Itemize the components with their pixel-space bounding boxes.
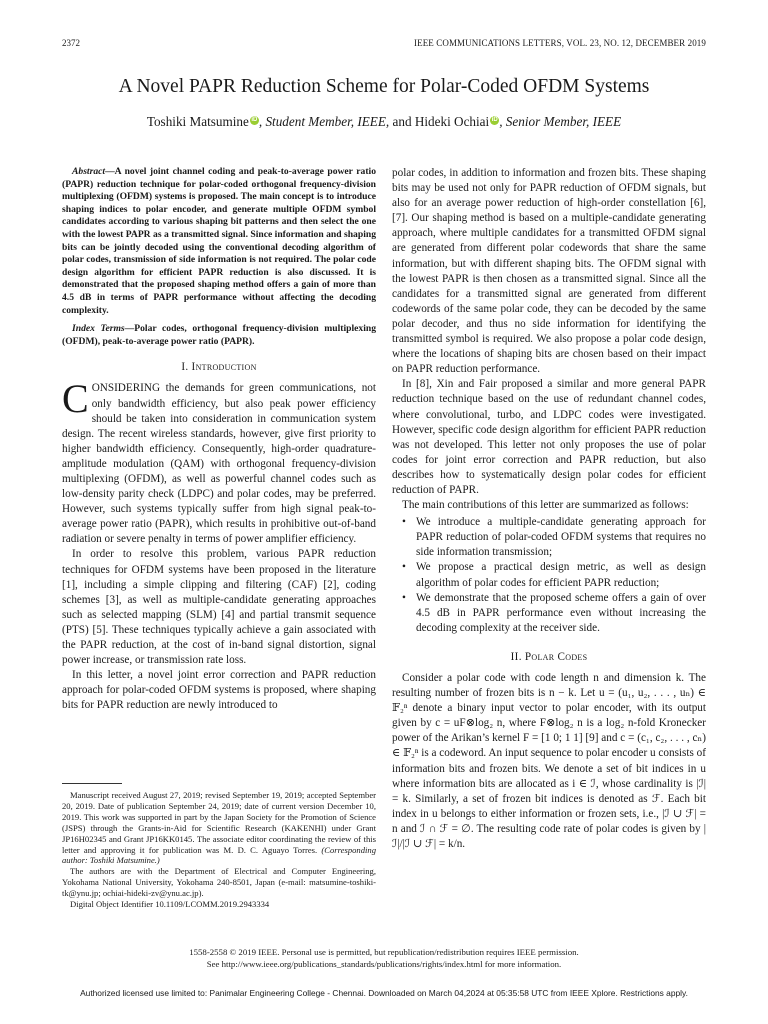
author-line: [0, 114, 768, 130]
polar-codes-paragraph: Consider a polar code with code length n and dimension k. The resulting number of frozen bits is n − k. Let u = (u₁, u₂, . . . , uₙ) ∈ 𝔽₂ⁿ denote a binary input vector to polar encoder, with its output given by c = uF⊗log₂ n, where F⊗log₂ n is a log₂ n-fold Kronecker power of the Arikan’s kernel F = [1 0; 1 1] [9] and c = (c₁, c₂, . . . , cₙ) ∈ 𝔽₂ⁿ is a codeword. An input sequence to polar encoder u consists of information bits and frozen bits. We denote a set of bit indices in u where information bits are allocated as i ∈ ℐ, whose cardinality is |ℐ| = k. Similarly, a set of frozen bit indices is denoted as ℱ. Each bit index in u belongs to either information or frozen sets, i.e., |ℐ ∪ ℱ| = n and ℐ ∩ ℱ = ∅. The resulting code rate of polar codes is given by |ℐ|/|ℐ ∪ ℱ| = k/n.: [392, 672, 706, 851]
author-conjunction: and: [389, 114, 415, 129]
paper-title: A Novel PAPR Reduction Scheme for Polar-Coded OFDM Systems: [118, 76, 650, 97]
copyright-line-1: 1558-2558 © 2019 IEEE. Personal use is permitted, but republication/redistribution requires IEEE permission.: [189, 947, 579, 957]
section-heading-introduction: I. Introduction: [181, 361, 257, 374]
footnote: [62, 790, 376, 910]
left-column: [62, 166, 376, 713]
right-paragraph-3: The main contributions of this letter are summarized as follows:: [402, 499, 689, 512]
intro-paragraph-1-text: the demands for green communications, not only bandwidth efficiency, but also peak power efficiency should be taken into consideration in communication system design. The recent wireless standards, however, give first priority to higher bandwidth efficiency. Consequently, high-order quadrature-amplitude modulation (QAM) with orthogonal frequency-division multiplexing (OFDM), as well as powerful channel codes such as low-density parity check (LDPC) and polar codes, may be preferred. However, such systems typically suffer from high signal peak-to-average power ratio (PAPR), which results in prohibitive out-of-band radiation or severe penalty in terms of power amplifier efficiency.: [62, 382, 376, 546]
author-2-role: , Senior Member, IEEE: [499, 114, 622, 129]
list-item: • We propose a practical design metric, as well as design algorithm of polar codes for efficient PAPR reduction;: [392, 560, 706, 590]
footnote-manuscript: [62, 790, 376, 866]
author-1-role: , Student Member, IEEE,: [258, 114, 390, 129]
right-paragraph-1: polar codes, in addition to information and frozen bits. These shaping bits may be used not only for PAPR reduction of OFDM signals, but also for an average power reduction of high-order constellation [6], [7]. Our shaping method is based on a multiple-candidate generating approach, where multiple candidates for a transmitted OFDM signal are generated from different polar codewords that share the same information, but with different shaping bits. The OFDM signal with the lowest PAPR is then chosen as a transmitted signal. Since all the candidates for a transmitted signal are generated from different codewords of the same polar code, they can be decoded by the same polar decoder, and thus no side information for identifying the transmitted symbol is required. We also propose a polar code design, where the locations of shaping bits are chosen based on their impact on PAPR reduction performance.: [392, 167, 706, 376]
copyright-notice: [0, 947, 768, 970]
index-terms-text: —Polar codes, orthogonal frequency-division multiplexing (OFDM), peak-to-average power ratio (PAPR).: [62, 323, 376, 347]
contributions-list: [392, 515, 706, 636]
journal-header: IEEE COMMUNICATIONS LETTERS, VOL. 23, NO. 12, DECEMBER 2019: [414, 38, 706, 48]
abstract: [62, 166, 376, 317]
intro-first-word: ONSIDERING: [91, 382, 161, 395]
abstract-label: Abstract: [72, 166, 106, 177]
copyright-line-2: See http://www.ieee.org/publications_standards/publications/rights/index.html for more information.: [206, 958, 562, 969]
author-1-name: Toshiki Matsumine: [146, 114, 249, 129]
license-notice: Authorized licensed use limited to: Panimalar Engineering College - Chennai. Downloaded on March 04,2024 at 05:35:58 UTC from IEEE Xplore. Restrictions apply.: [80, 988, 688, 998]
orcid-icon[interactable]: iD: [491, 117, 498, 123]
list-item: • We introduce a multiple-candidate generating approach for PAPR reduction of polar-coded OFDM systems that requires no side information transmission;: [392, 515, 706, 560]
author-2-name: Hideki Ochiai: [414, 114, 490, 129]
page-number: 2372: [62, 38, 80, 48]
footnote-rule: [62, 783, 122, 784]
list-item: • We demonstrate that the proposed scheme offers a gain of over 4.5 dB in PAPR performance even without increasing the decoding complexity at the receiver side.: [392, 591, 706, 636]
intro-paragraph-1: [62, 376, 376, 547]
footnote-corresponding: (Corresponding author: Toshiki Matsumine.): [62, 844, 376, 866]
intro-paragraph-2: In order to resolve this problem, various PAPR reduction techniques for OFDM systems have been proposed in the literature [1], including a simple clipping and filtering (CAF) [2], coding schemes [3], as well as multiple-candidate generating approaches such as selected mapping (SLM) [4] and partial transmit sequence (PTS) [5]. These techniques typically achieve a gain associated with the PAPR reduction, at the cost of in-band signal distortion, signal power increase, or transmission rate loss.: [62, 548, 376, 667]
footnote-manuscript-text: Manuscript received August 27, 2019; revised September 19, 2019; accepted September 20, 2019. Date of publication September 24, 2019; date of current version December 10, 2019. This work was supported in part by the Japan Society for the Promotion of Science (JSPS) through the Grants-in-Aid for Scientific Research (KAKENHI) under Grant JP16H02345 and Grant JP16KK0145. The associate editor coordinating the review of this letter and approving it for publication was M. D. C. Aguayo Torres.: [62, 790, 376, 855]
footnote-affiliation: The authors are with the Department of Electrical and Computer Engineering, Yokohama National University, Yokohama 240-8501, Japan (e-mail: matsumine-toshiki-tk@ynu.jp; ochiai-hideki-zv@ynu.ac.jp).: [62, 866, 376, 899]
footnote-doi: Digital Object Identifier 10.1109/LCOMM.2019.2943334: [70, 899, 270, 910]
drop-cap: C: [62, 376, 89, 422]
orcid-icon[interactable]: iD: [251, 117, 258, 123]
index-terms: [62, 323, 376, 348]
right-column: [392, 166, 706, 852]
section-heading-polar-codes: II. Polar Codes: [510, 650, 588, 663]
right-paragraph-2: In [8], Xin and Fair proposed a similar and more general PAPR reduction technique based on the use of redundant channel codes, where convolutional, turbo, and LDPC codes were investigated. However, specific code design algorithm for efficient PAPR reduction was not developed. This letter not only proposes the use of polar codes for joint error correction and PAPR reduction, but also describes how to systematically design polar codes for efficient reduction of PAPR.: [392, 378, 706, 496]
index-terms-label: Index Terms: [72, 323, 125, 335]
intro-paragraph-3: In this letter, a novel joint error correction and PAPR reduction approach for polar-coded OFDM systems is proposed, where shaping bits for PAPR reduction are newly introduced to: [62, 669, 376, 712]
abstract-text: —A novel joint channel coding and peak-to-average power ratio (PAPR) reduction technique for polar-coded orthogonal frequency-division multiplexing (OFDM) systems is proposed. The main concept is to introduce shaping indices to polar encoder, and generate multiple OFDM symbol candidates according to various shaping bit patterns and then select the one with the lowest PAPR as a transmitted signal. Since information and shaping bits can be jointly decoded using the conventional decoding algorithm of polar codes, transmission of side information is not required. The polar code design algorithm for efficient PAPR reduction is also discussed. It is demonstrated that the proposed shaping method offers a gain of more than 4.5 dB in terms of PAPR performance without affecting the decoding complexity.: [62, 166, 376, 316]
